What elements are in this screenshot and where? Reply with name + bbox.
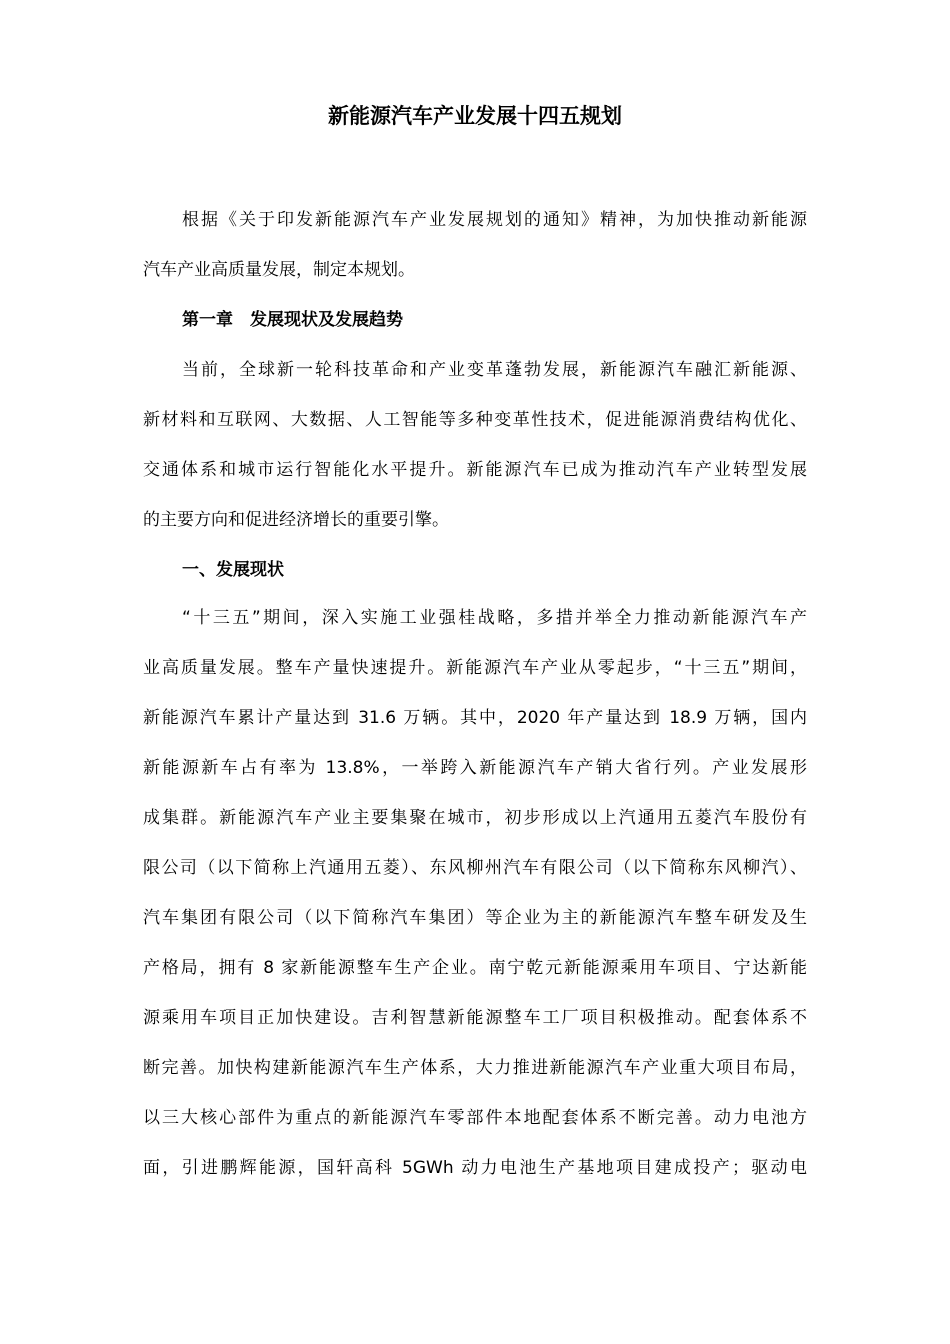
section-para-line-5: 成集群。新能源汽车产业主要集聚在城市，初步形成以上汽通用五菱汽车股份有 [143, 808, 807, 828]
section-para-line-6: 限公司（以下简称上汽通用五菱）、东风柳州汽车有限公司（以下简称东风柳汽）、 [143, 858, 807, 878]
section-heading: 一、发展现状 [182, 560, 284, 580]
intro-line-1: 根据《关于印发新能源汽车产业发展规划的通知》精神，为加快推动新能源 [182, 210, 807, 230]
section-para-line-12: 面，引进鹏辉能源，国轩高科 5GWh 动力电池生产基地项目建成投产；驱动电 [143, 1158, 807, 1178]
intro-line-2: 汽车产业高质量发展，制定本规划。 [143, 260, 415, 280]
section-para-line-4: 新能源新车占有率为 13.8%，一举跨入新能源汽车产销大省行列。产业发展形 [143, 758, 807, 778]
chapter-para-line-1: 当前，全球新一轮科技革命和产业变革蓬勃发展，新能源汽车融汇新能源、 [182, 360, 807, 380]
section-para-line-7: 汽车集团有限公司（以下简称汽车集团）等企业为主的新能源汽车整车研发及生 [143, 908, 807, 928]
section-para-line-1: “十三五”期间，深入实施工业强桂战略，多措并举全力推动新能源汽车产 [182, 608, 807, 628]
section-para-line-11: 以三大核心部件为重点的新能源汽车零部件本地配套体系不断完善。动力电池方 [143, 1108, 807, 1128]
chapter-para-line-4: 的主要方向和促进经济增长的重要引擎。 [143, 510, 449, 530]
section-para-line-3: 新能源汽车累计产量达到 31.6 万辆。其中，2020 年产量达到 18.9 万辆，国内 [143, 708, 807, 728]
section-para-line-8: 产格局，拥有 8 家新能源整车生产企业。南宁乾元新能源乘用车项目、宁达新能 [143, 958, 807, 978]
chapter-para-line-3: 交通体系和城市运行智能化水平提升。新能源汽车已成为推动汽车产业转型发展 [143, 460, 807, 480]
document-title: 新能源汽车产业发展十四五规划 [328, 104, 622, 128]
section-para-line-9: 源乘用车项目正加快建设。吉利智慧新能源整车工厂项目积极推动。配套体系不 [143, 1008, 807, 1028]
section-para-line-10: 断完善。加快构建新能源汽车生产体系，大力推进新能源汽车产业重大项目布局， [143, 1058, 807, 1078]
chapter-para-line-2: 新材料和互联网、大数据、人工智能等多种变革性技术，促进能源消费结构优化、 [143, 410, 807, 430]
section-para-line-2: 业高质量发展。整车产量快速提升。新能源汽车产业从零起步，“十三五”期间， [143, 658, 807, 678]
chapter-heading: 第一章 发展现状及发展趋势 [182, 310, 403, 330]
